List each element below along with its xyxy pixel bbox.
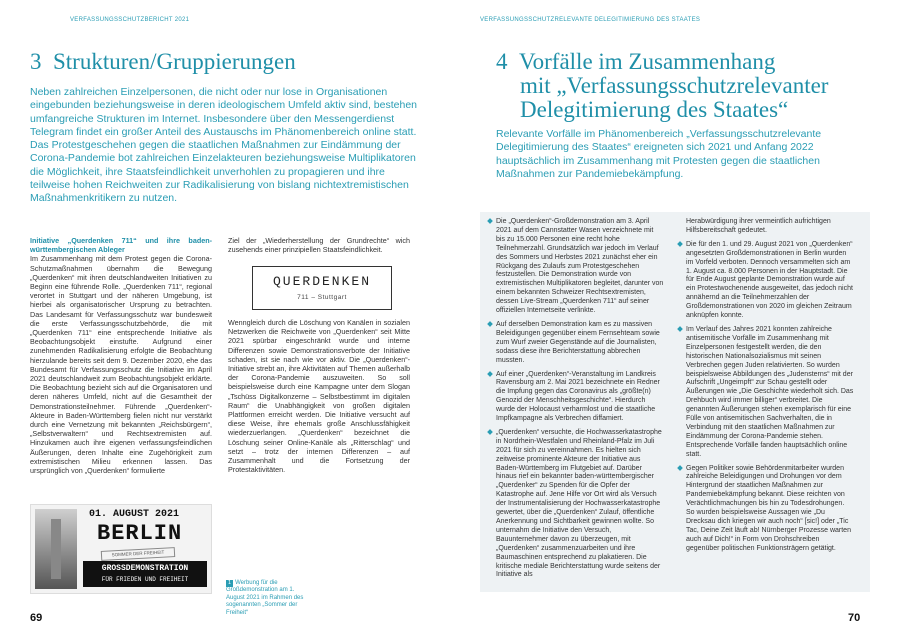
chapter-title-line-3: Delegitimierung des Staates“: [520, 97, 789, 122]
incident-item: Auf einer „Querdenken“-Veranstaltung im Landkreis Ravensburg am 2. Mai 2021 bezeichnete ein Redner die Impfung gegen das Coronavirus als „größte(n) Genozid der Menschheitsgeschichte“. Hierdurch wurde der Holocaust verharmlost und die staatliche Impfkampagne als Verbrechen diffamiert.: [488, 371, 664, 424]
poster-caption: [226, 580, 308, 617]
chapter-lead: Neben zahlreichen Einzelpersonen, die nicht oder nur lose in Organisationen eingebunden beziehungsweise in deren ideologischem Umfeld aktiv sind, bestehen umfangreiche Strukturen im Internet. Insbesondere über den Messengerdienst Telegram findet ein großer Anteil des Austauschs im Phänomenbereich online statt. Das Protestgeschehen gegen die staatlichen Maßnahmen zur Eindämmung der Corona-Pandemie bot zahlreichen Einzelakteuren beziehungsweise Multiplikatoren die Möglichkeit, ihre Staatsfeindlichkeit unverhohlen zu propagieren und ihre teilweise hohen Reichweiten zur Radikalisierung von bislang nichtextremistischen Maßnahmenkritikern zu nutzen.: [30, 86, 418, 205]
chapter-heading: [30, 50, 296, 74]
logo-name: QUERDENKEN: [272, 274, 371, 289]
section-heading: Initiative „Querdenken 711“ und ihre baden-württembergischen Ableger: [30, 236, 212, 255]
poster-date: 01. AUGUST 2021: [89, 509, 180, 520]
chapter-title: Strukturen/Gruppierungen: [53, 49, 296, 74]
diamond-bullet-icon: [487, 429, 493, 435]
diamond-bullet-icon: [677, 465, 683, 471]
text-column-2: Wenngleich durch die Löschung von Kanälen in sozialen Netzwerken die Reichweite von „Querdenken“ seit Mitte 2021 spürbar eingeschränkt wurde und interne Differenzen sowie Demonstrationsverbote der Initiative schaden, ist sie nach wie vor aktiv. Die „Querdenken“-Initiative strebt an, ihre Aktivitäten auf Themen außerhalb der Corona-Pandemie auszuweiten. So soll beispielsweise durch eine Kampagne unter dem Slogan „Tschüss Digitalkonzerne – Selbstbestimmt im digitalen Raum“ die Unabhängigkeit von großen digitalen Plattformen erreicht werden. Die Initiative versucht auf diese Weise, ihre ehemals große Anschlussfähigkeit wiederzuerlangen. „Querdenken“ bezeichnet die Löschung seiner Online-Kanäle als „Ritterschlag“ und setzt – trotz der internen Differenzen – auf Zusammenhalt und die Fortsetzung der Protestaktivitäten.: [228, 318, 410, 475]
page-number: 70: [848, 612, 861, 624]
running-head: VERFASSUNGSSCHUTZRELEVANTE DELEGITIMIERUNG DES STAATES: [480, 17, 701, 23]
column-1-text: Im Zusammenhang mit dem Protest gegen die Corona-Schutzmaßnahmen übernahm die Bewegung „Querdenken“ mit ihren deutschlandweiten Initiativen zu Beginn eine führende Rolle. „Querdenken 711“, regional verortet in Stuttgart und der näheren Umgebung, ist hierbei als organisatorischer Ursprung zu betrachten. Das Landesamt für Verfassungsschutz war bundesweit die erste Verfassungsschutzbehörde, die mit „Querdenken 711“ eine entsprechende Initiative als Beobachtungsobjekt einstufte. Aufgrund einer zunehmenden Radikalisierung erfolgte die Beobachtung hierzulande bereits seit dem 9. Dezember 2020, ehe das Bundesamt für Verfassungsschutz die Initiative im April 2021 deutschlandweit zum Beobachtungsobjekt erklärte. Die Beobachtung bezieht sich auf die Organisatoren und deren näheres Umfeld, nicht auf die Gesamtheit der Demonstrationsteilnehmer. Führende „Querdenken“-Akteure in Baden-Württemberg fielen nicht nur verstärkt durch eine Vernetzung mit bekannten „Reichsbürgern“, „Selbstverwaltern“ und Rechtsextremisten auf. Hinzukamen auch ihre eigenen verfassungsfeindlichen Äußerungen, deren Inhalte eine Zugehörigkeit zum extremistischen Milieu erkennen lassen. Das ursprünglich von „Querdenken“ formulierte: [30, 254, 212, 476]
diamond-bullet-icon: [487, 321, 493, 327]
chapter-lead: Relevante Vorfälle im Phänomenbereich „Verfassungsschutzrelevante Delegitimierung des Staates“ ereigneten sich 2021 und Anfang 2022 hauptsächlich im Zusammenhang mit Protesten gegen die staatlichen Maßnahmen zur Pandemiebekämpfung.: [496, 128, 822, 180]
text-column-2-top: Ziel der „Wiederherstellung der Grundrechte“ wich zusehends einer prinzipiellen Staatsfeindlichkeit.: [228, 236, 410, 255]
poster-subline: FÜR FRIEDEN UND FREIHEIT: [101, 576, 189, 583]
monument-image: [35, 509, 77, 589]
querdenken-logo: [252, 266, 392, 310]
poster-stamp: SOMMER DER FREIHEIT: [101, 547, 175, 561]
incident-item: Die „Querdenken“-Großdemonstration am 3. April 2021 auf dem Cannstatter Wasen verzeichnete mit bis zu 15.000 Personen eine recht hohe Teilnehmerzahl. Grundsätzlich war jedoch im Verlauf des Sommers und Herbstes 2021 zunächst eher ein Rückgang des Zulaufs zum Protestgeschehen festzustellen. Die Demonstration wurde von extremistischen Multiplikatoren begleitet, darunter von einem bekannten Schweizer Rechtsextremisten, dessen Live-Stream „Querdenken 711“ auf seiner offiziellen Internetseite verlinkte.: [488, 218, 664, 316]
caption-text: Werbung für die Großdemonstration am 1. August 2021 im Rahmen des sogenannten „Sommer der Freiheit“: [226, 580, 304, 616]
logo-subtitle: 711 – Stuttgart: [297, 294, 347, 301]
incident-item: Gegen Politiker sowie Behördenmitarbeiter wurden zahlreiche Beleidigungen und Drohungen vor dem Hintergrund der staatlichen Maßnahmen zur Pandemiebekämpfung bekannt. Diese reichten von Verächtlichmachungen bis hin zu Todesdrohungen. So wurden beispielsweise Aussagen wie „Du Drecksau dich kriegen wir auch noch“ [sic!] oder „Tic Tac, Deine Zeit läuft ab! Nürnberger Prozesse warten auch auf Dich!“ in Form von Drohschreiben gegenüber politischen Funktionsträgern getätigt.: [678, 465, 854, 554]
incident-continuation: Herabwürdigung ihrer vermeintlich aufrichtigen Hilfsbereitschaft gedeutet.: [686, 218, 831, 234]
page-number: 69: [30, 612, 43, 624]
chapter-heading: [496, 50, 828, 122]
diamond-bullet-icon: [487, 371, 493, 377]
chapter-title-line-1: 4 Vorfälle im Zusammenhang: [496, 49, 776, 74]
diamond-bullet-icon: [487, 218, 493, 224]
running-head: VERFASSUNGSSCHUTZBERICHT 2021: [70, 17, 190, 23]
incident-column-2: [678, 218, 854, 559]
chapter-number: 3: [30, 49, 42, 74]
chapter-title-line-2: mit „Verfassungsschutzrelevanter: [520, 73, 829, 98]
diamond-bullet-icon: [677, 326, 683, 332]
caption-number: 1: [228, 580, 232, 586]
diamond-bullet-icon: [677, 241, 683, 247]
demonstration-poster: [30, 504, 212, 594]
incident-item: Die für den 1. und 29. August 2021 von „Querdenken“ angesetzten Großdemonstrationen in Berlin wurden im Vorfeld verboten. Dennoch versammelten sich am 1. August ca. 8.000 Personen in der Hauptstadt. Die für Ende August geplante Demonstration wurde auf ein Protestwochenende ausgeweitet, das jedoch nicht annähernd an die Teilnehmerzahlen der Großdemonstrationen von 2020 im gleichen Zeitraum anknüpfen konnte.: [678, 241, 854, 321]
chapter-number: 4: [496, 49, 508, 74]
text-column-1: [30, 236, 212, 475]
right-page: [450, 0, 900, 636]
incident-column-1: [488, 218, 664, 585]
incident-item: „Querdenken“ versuchte, die Hochwasserkatastrophe in Nordrhein-Westfalen und Rheinland-Pfalz im Juli 2021 für sich zu vereinnahmen. Es hielten sich zeitweise prominente Akteure der Initiative aus Baden-Württemberg im Flutgebiet auf. Darüber hinaus rief ein bekannter baden-württembergischer „Querdenker“ zu Spenden für die Opfer der Katastrophe auf. Jene Hilfe vor Ort wird als Versuch der Instrumentalisierung der Hochwasserkatastrophe gewertet, über die „Querdenken“ Zulauf, öffentliche Anerkennung und Sichtbarkeit gewinnen wollte. So unternahm die Initiative den Versuch, Bauunternehmer davon zu überzeugen, mit „Querdenken“ zusammenzuarbeiten und ihre Baumaschinen entsprechend zu plakatieren. Die kritische mediale Berichterstattung wurde seitens der Initiative als: [488, 429, 664, 580]
poster-headline: GROSSDEMONSTRATION: [101, 564, 189, 573]
poster-band: [83, 561, 207, 587]
incident-item: Auf derselben Demonstration kam es zu massiven Beleidigungen gegenüber einem Fernsehteam sowie zum Wurf zweier Gegenstände auf die Journalisten, sodass diese ihre Berichterstattung abbrechen mussten.: [488, 321, 664, 366]
incident-item: Im Verlauf des Jahres 2021 konnten zahlreiche antisemitische Vorfälle im Zusammenhang mit Einzelpersonen festgestellt werden, die den historischen Nationalsozialismus mit seinen Verbrechen gegen Juden relativierten. So wurden beispielsweise Abbildungen des „Judensterns“ mit der Aufschrift „Ungeimpft“ zur Schau gestellt oder Äußerungen wie „Die Geschichte wiederholt sich. Das Drehbuch wird immer billiger“ verbreitet. Die genannten Äußerungen stehen exemplarisch für eine Fülle von antisemitischen Sachverhalten, die in Verbindung mit den staatlichen Maßnahmen zur Eindämmung der Corona-Pandemie stehen. Entsprechende Vorfälle fanden hauptsächlich online statt.: [678, 326, 854, 460]
poster-city: BERLIN: [97, 521, 183, 546]
